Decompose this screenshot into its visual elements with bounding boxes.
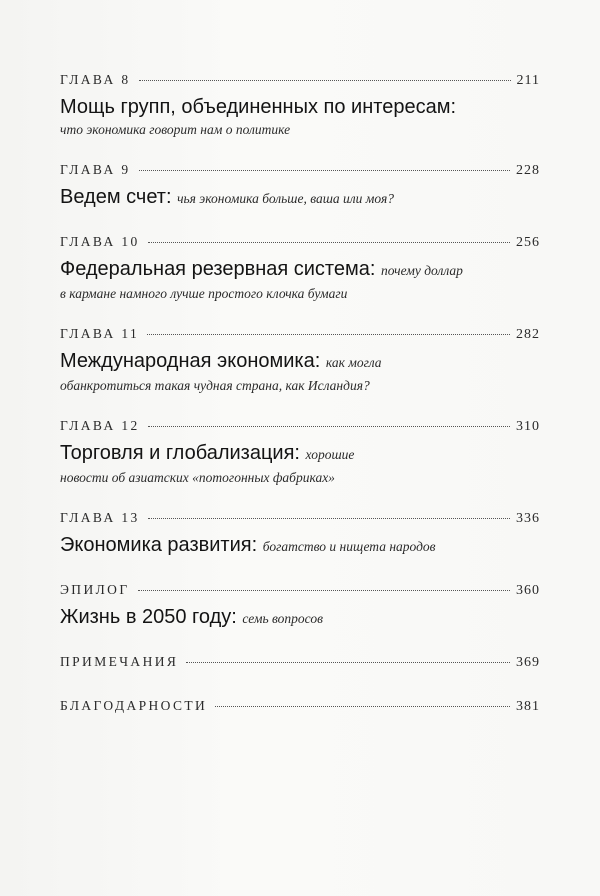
- chapter-subtitle-inline: чья экономика больше, ваша или моя?: [177, 191, 394, 206]
- chapter-subtitle: [60, 120, 540, 140]
- toc-entry-header: [60, 326, 540, 348]
- chapter-label: ГЛАВА 10: [60, 234, 140, 249]
- dot-leader: [148, 241, 510, 243]
- chapter-subtitle-inline: семь вопросов: [242, 611, 323, 626]
- dot-leader: [139, 79, 511, 81]
- chapter-subtitle-line: новости об азиатских «потогонных фабриках»: [60, 470, 335, 485]
- chapter-title: [60, 94, 540, 120]
- dot-leader: [215, 705, 510, 707]
- chapter-label: ГЛАВА 11: [60, 326, 140, 341]
- section-label: ПРИМЕЧАНИЯ: [60, 654, 179, 669]
- page-number: 228: [516, 163, 540, 178]
- chapter-title-text: Международная экономика:: [60, 350, 321, 372]
- page-number: 256: [516, 235, 540, 250]
- chapter-title-text: Федеральная резервная система:: [60, 258, 376, 280]
- toc-entry-header: [60, 510, 540, 532]
- dot-leader: [148, 425, 510, 427]
- toc-entry-chapter-11: [60, 326, 540, 396]
- toc-entry-header: [60, 234, 540, 256]
- toc-entry-chapter-12: [60, 418, 540, 488]
- chapter-label: ГЛАВА 12: [60, 418, 140, 433]
- chapter-label: ЭПИЛОГ: [60, 582, 130, 597]
- chapter-title-text: Торговля и глобализация:: [60, 442, 300, 464]
- chapter-title-text: Ведем счет:: [60, 186, 172, 208]
- page-number: 211: [516, 73, 540, 88]
- dot-leader: [186, 661, 510, 663]
- toc-entry-header: [60, 162, 540, 184]
- chapter-subtitle: [60, 376, 540, 396]
- chapter-subtitle-inline: хорошие: [305, 447, 355, 462]
- toc-entry-chapter-13: [60, 510, 540, 560]
- toc-entry-header: [60, 654, 540, 676]
- toc-entry-header: [60, 418, 540, 440]
- page-number: 310: [516, 419, 540, 434]
- toc-entry-header: [60, 582, 540, 604]
- dot-leader: [148, 517, 510, 519]
- chapter-title-text: Жизнь в 2050 году:: [60, 606, 237, 628]
- chapter-subtitle-inline: как могла: [325, 355, 382, 370]
- section-label: БЛАГОДАРНОСТИ: [60, 698, 208, 713]
- chapter-subtitle: [60, 468, 540, 488]
- toc-entry-notes: [60, 654, 540, 676]
- chapter-label: ГЛАВА 13: [60, 510, 140, 525]
- chapter-subtitle: [60, 284, 540, 304]
- chapter-title: [60, 348, 540, 376]
- page-number: 336: [516, 511, 540, 526]
- chapter-title: [60, 440, 540, 468]
- toc-entry-chapter-10: [60, 234, 540, 304]
- dot-leader: [147, 333, 510, 335]
- chapter-label: ГЛАВА 8: [60, 72, 131, 87]
- dot-leader: [139, 169, 510, 171]
- chapter-title: [60, 532, 540, 560]
- chapter-title: [60, 604, 540, 632]
- page-number: 360: [516, 583, 540, 598]
- chapter-subtitle-line: в кармане намного лучше простого клочка бумаги: [60, 286, 348, 301]
- toc-entry-acknowledgements: [60, 698, 540, 720]
- toc-entry-epilogue: [60, 582, 540, 632]
- chapter-subtitle-line: что экономика говорит нам о политике: [60, 122, 291, 137]
- toc-entry-header: [60, 72, 540, 94]
- table-of-contents: [60, 72, 540, 720]
- page-number: 369: [516, 655, 540, 670]
- chapter-title: [60, 256, 540, 284]
- toc-entry-header: [60, 698, 540, 720]
- toc-entry-chapter-9: [60, 162, 540, 212]
- chapter-label: ГЛАВА 9: [60, 162, 131, 177]
- chapter-title-text: Экономика развития:: [60, 534, 258, 556]
- chapter-subtitle-inline: богатство и нищета народов: [262, 539, 436, 554]
- chapter-subtitle-inline: почему доллар: [380, 263, 463, 278]
- dot-leader: [138, 589, 510, 591]
- page-number: 282: [516, 327, 540, 342]
- toc-entry-chapter-8: [60, 72, 540, 140]
- chapter-subtitle-line: обанкротиться такая чудная страна, как Исландия?: [60, 378, 370, 393]
- chapter-title-text: Мощь групп, объединенных по интересам:: [60, 96, 456, 118]
- page-number: 381: [516, 699, 540, 714]
- chapter-title: [60, 184, 540, 212]
